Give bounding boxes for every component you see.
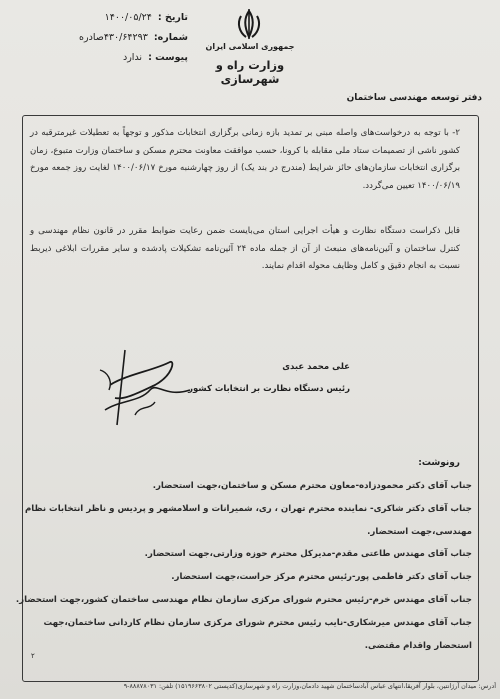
office-name: دفتر توسعه مهندسی ساختمان <box>346 93 482 103</box>
attachment-label: پیوست : <box>148 52 188 63</box>
cc-item: جناب آقای دکتر شاکری- نماینده محترم تهران ، ری، شمیرانات و اسلامشهر و پردیس و ناظر انتخابات نظام <box>24 503 472 514</box>
attachment-value: ندارد <box>122 52 143 63</box>
cc-title: رونوشت: <box>418 458 460 468</box>
government-title: جمهوری اسلامی ایران <box>205 42 295 51</box>
number-value: ۴۳۰/۶۴۲۹۳صادره <box>79 32 148 43</box>
cc-list <box>15 475 472 657</box>
cc-item: جناب آقای دکتر محمودزاده-معاون محترم مسکن و ساختمان،جهت استحضار. <box>152 481 472 491</box>
signer-name: علی محمد عبدی <box>282 362 350 372</box>
footer-address: آدرس: میدان آرژانتین، بلوار آفریقا،انتهای عباس آبادساختمان شهید دادمان،وزارت راه و شهرسازی(کدپستی ۱۵۱۹۶۶۳۸۰۲) تلفن: ۸۸۸۷۸۰۳۱-۹ <box>123 682 496 690</box>
paragraph-1: ۲- با توجه به درخواست‌های واصله مبنی بر تمدید بازه زمانی برگزاری انتخابات مذکور و توجهاً به تعطیلات غیرمترقبه در کشور ناشی از تصمیمات ستاد ملی مقابله با کرونا، حسب موافقت معاونت محترم مسکن و ساختمان وزارت متبوع، زمان برگزاری انتخابات سازمان‌های حائز شرایط (مندرج در بند یک) از روز چهارشنبه مورخ ۱۴۰۰/۰۶/۱۷ لغایت روز جمعه مورخ ۱۴۰۰/۰۶/۱۹ تعیین می‌گردد. <box>30 128 460 191</box>
cc-item: جناب آقای مهندس طاعتی مقدم-مدیرکل محترم حوزه وزارتی،جهت استحضار. <box>144 549 472 560</box>
signature-block <box>188 356 350 400</box>
date-value: ۱۴۰۰/۰۵/۲۴ <box>104 12 152 23</box>
cc-item: مهندسی،جهت استحضار. <box>367 526 472 537</box>
cc-item: جناب آقای دکتر فاطمی پور-رئیس محترم مرکز حراست،جهت استحضار. <box>171 572 472 583</box>
ministry-title: وزارت راه و شهرسازی <box>215 58 285 86</box>
number-label: شماره: <box>153 32 188 43</box>
cc-item: جناب آقای مهندس خرم-رئیس محترم شورای مرکزی سازمان نظام مهندسی ساختمان کشور،جهت استحضار. <box>15 594 472 605</box>
letter-meta <box>18 8 188 68</box>
paragraph-2: قابل ذکراست دستگاه نظارت و هیأت اجرایی استان می‌بایست ضمن رعایت ضوابط مقرر در قانون نظام مهندسی و کنترل ساختمان و آئین‌نامه‌های منبعث از آن از جمله ماده ۲۴ آئین‌نامه تشکیلات پادشده و سایر مقررات ابلاغی ذیربط نسبت به انجام دقیق و کامل وظایف محوله اقدام نمایند. <box>30 226 461 271</box>
date-label: تاریخ : <box>157 12 188 23</box>
page-number: ۲ <box>31 652 35 660</box>
cc-item: جناب آقای مهندس میرشکاری-نایب رئیس محترم شورای مرکزی سازمان نظام کاردانی ساختمان،جهت <box>43 617 472 628</box>
cc-item: استحضار واقدام مقتضی. <box>364 640 472 651</box>
iran-emblem-icon <box>235 8 263 40</box>
signer-title: رئیس دستگاه نظارت بر انتخابات کشور <box>188 384 350 394</box>
